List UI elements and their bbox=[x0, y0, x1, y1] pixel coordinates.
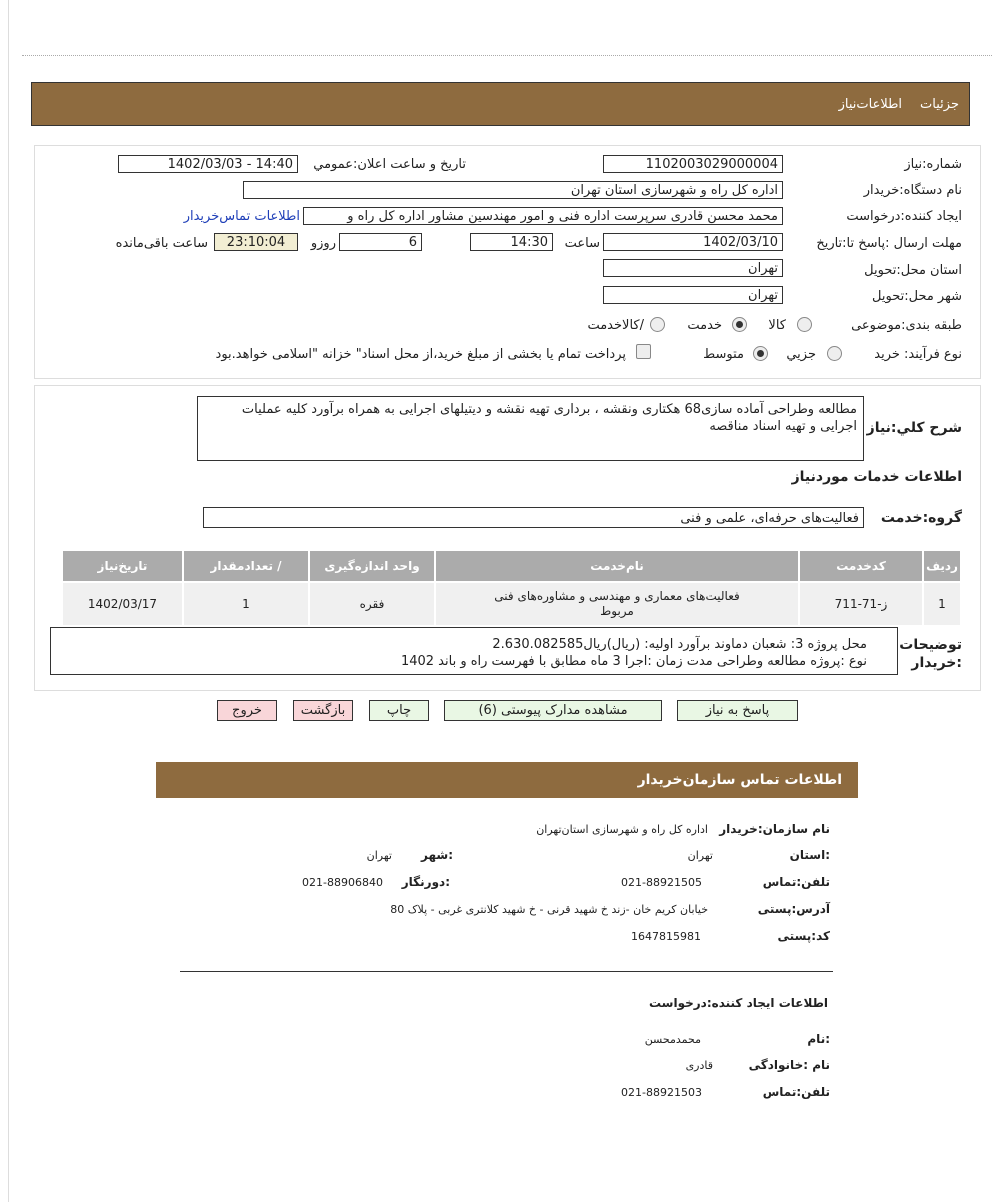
process-partial-radio[interactable] bbox=[827, 346, 842, 361]
contact-fax-label: :دورنگار bbox=[401, 875, 450, 889]
category-goods-label: کالا bbox=[768, 318, 786, 333]
treasury-payment-note: پرداخت تمام یا بخشی از مبلغ خرید،از محل اسناد" خزانه "اسلامی خواهد.بود bbox=[215, 347, 626, 362]
col-name: نام‌خدمت bbox=[435, 550, 799, 582]
contact-phone-value: 021-88921505 bbox=[621, 876, 702, 889]
service-group-label: گروه:خدمت bbox=[880, 510, 962, 526]
creator-phone-label: تلفن:تماس bbox=[762, 1085, 830, 1099]
buyer-notes-line-1: محل پروژه 3: شعبان دماوند برآورد اولیه: (ریال)ریال2.630.082585 bbox=[492, 637, 867, 652]
process-medium-radio[interactable] bbox=[753, 346, 768, 361]
days-field: 6 bbox=[339, 233, 422, 251]
buyer-notes-line-2: نوع :پروژه مطالعه وطراحی مدت زمان :اجرا 3 ماه مطابق با فهرست راه و باند 1402 bbox=[400, 654, 867, 669]
view-documents-button[interactable]: مشاهده مدارک پیوستی (6) bbox=[444, 700, 662, 721]
category-goods-radio[interactable] bbox=[797, 317, 812, 332]
col-unit: واحد اندازه‌گیری bbox=[309, 550, 435, 582]
contact-fax-value: 021-88906840 bbox=[302, 876, 383, 889]
category-goods-service-radio[interactable] bbox=[650, 317, 665, 332]
reply-button[interactable]: پاسخ به نیاز bbox=[677, 700, 798, 721]
print-button[interactable]: چاپ bbox=[369, 700, 429, 721]
process-medium-label: متوسط bbox=[703, 347, 744, 362]
postal-code-value: 1647815981 bbox=[631, 930, 701, 943]
postal-code-label: کد:پستی bbox=[777, 929, 830, 943]
cell-unit: فقره bbox=[309, 582, 435, 626]
category-service-radio[interactable] bbox=[732, 317, 747, 332]
contact-province-value: تهران bbox=[687, 849, 713, 862]
province-label: استان محل:تحویل bbox=[864, 263, 962, 278]
creator-name-label: :نام bbox=[807, 1032, 830, 1046]
address-value: خیابان کریم خان -زند خ شهید قرنی - خ شهید کلانتری غربی - پلاک 80 bbox=[390, 903, 708, 916]
table-row bbox=[62, 582, 961, 626]
contact-phone-label: تلفن:تماس bbox=[762, 875, 830, 889]
buyer-org-label: نام دستگاه:خریدار bbox=[863, 183, 962, 198]
col-code: کدخدمت bbox=[799, 550, 923, 582]
creator-family-value: قادری bbox=[685, 1059, 713, 1072]
buyer-notes-box bbox=[50, 627, 898, 675]
creator-phone-value: 021-88921503 bbox=[621, 1086, 702, 1099]
creator-field: محمد محسن قادری سرپرست اداره فنی و امور مهندسین مشاور اداره کل راه و bbox=[303, 207, 783, 225]
announce-date-field: 1402/03/03 - 14:40 bbox=[118, 155, 298, 173]
col-qty: / تعدادمقدار bbox=[183, 550, 309, 582]
org-name-value: اداره کل راه و شهرسازی استان‌تهران bbox=[536, 823, 708, 836]
buyer-contact-title-bar: اطلاعات تماس سازمان‌خریدار bbox=[156, 762, 858, 798]
category-goods-service-label: /کالاخدمت bbox=[587, 318, 644, 333]
deadline-time-field: 14:30 bbox=[470, 233, 553, 251]
back-button[interactable]: بازگشت bbox=[293, 700, 353, 721]
city-field: تهران bbox=[603, 286, 783, 304]
cell-name: فعالیت‌های معماری و مهندسی و مشاوره‌های فنی مربوط bbox=[435, 582, 799, 626]
category-label: طبقه بندی:موضوعی bbox=[851, 318, 962, 333]
cell-date: 1402/03/17 bbox=[62, 582, 183, 626]
deadline-date-field: 1402/03/10 bbox=[603, 233, 783, 251]
category-service-label: خدمت bbox=[687, 318, 722, 333]
tab-details[interactable]: جزئیات bbox=[920, 96, 959, 112]
col-date: تاریخ‌نیاز bbox=[62, 550, 183, 582]
buyer-contact-link[interactable]: اطلاعات تماس‌خریدار bbox=[183, 209, 300, 224]
org-name-label: نام سازمان:خریدار bbox=[719, 822, 830, 836]
deadline-time-label: ساعت bbox=[564, 236, 600, 251]
address-label: آدرس:پستی bbox=[757, 902, 830, 916]
treasury-payment-checkbox[interactable] bbox=[636, 344, 651, 359]
services-title: اطلاعات خدمات موردنیاز bbox=[791, 469, 962, 485]
buyer-notes-label: توضیحات :خریدار bbox=[899, 637, 962, 671]
creator-name-value: محمدمحسن bbox=[644, 1033, 701, 1046]
section-divider bbox=[180, 971, 833, 972]
cell-qty: 1 bbox=[183, 582, 309, 626]
service-group-field: فعالیت‌های حرفه‌ای، علمی و فنی bbox=[203, 507, 864, 528]
province-field: تهران bbox=[603, 259, 783, 277]
exit-button[interactable]: خروج bbox=[217, 700, 277, 721]
page-left-rule bbox=[8, 0, 9, 1202]
description-label: شرح کلي:نیاز bbox=[866, 420, 962, 436]
remaining-label: ساعت باقی‌مانده bbox=[115, 236, 208, 251]
description-box: مطالعه وطراحی آماده سازی68 هکتاری ونقشه ، برداری تهیه نقشه و دیتیلهای اجرایی به همراه برآورد کلیه عملیات اجرایی و تهیه اسناد مناقصه bbox=[197, 396, 864, 461]
need-number-field: 1102003029000004 bbox=[603, 155, 783, 173]
buyer-org-field: اداره کل راه و شهرسازی استان تهران bbox=[243, 181, 783, 199]
need-number-label: شماره:نیاز bbox=[904, 157, 962, 172]
city-label: شهر محل:تحویل bbox=[872, 289, 962, 304]
header-bar bbox=[31, 82, 970, 126]
remaining-timer: 23:10:04 bbox=[214, 233, 298, 251]
process-label: نوع فرآیند: خرید bbox=[874, 347, 962, 362]
creator-label: ایجاد کننده:درخواست bbox=[846, 209, 962, 224]
cell-code: ز-71-711 bbox=[799, 582, 923, 626]
day-label: روزو bbox=[310, 236, 336, 251]
creator-info-title: اطلاعات ایجاد کننده:درخواست bbox=[648, 996, 828, 1010]
process-partial-label: جزیي bbox=[786, 347, 816, 362]
col-row: ردیف bbox=[923, 550, 961, 582]
creator-family-label: نام :خانوادگی bbox=[748, 1058, 830, 1072]
contact-province-label: :استان bbox=[789, 848, 830, 862]
announce-date-label: تاریخ و ساعت اعلان:عمومي bbox=[313, 157, 466, 172]
tab-need-info[interactable]: اطلاعات‌نیاز bbox=[838, 96, 903, 112]
contact-city-label: :شهر bbox=[421, 848, 453, 862]
contact-city-value: تهران bbox=[366, 849, 392, 862]
deadline-label: مهلت ارسال :پاسخ تا:تاریخ bbox=[816, 236, 962, 251]
services-table bbox=[61, 549, 962, 627]
cell-row: 1 bbox=[923, 582, 961, 626]
top-divider bbox=[22, 55, 992, 56]
